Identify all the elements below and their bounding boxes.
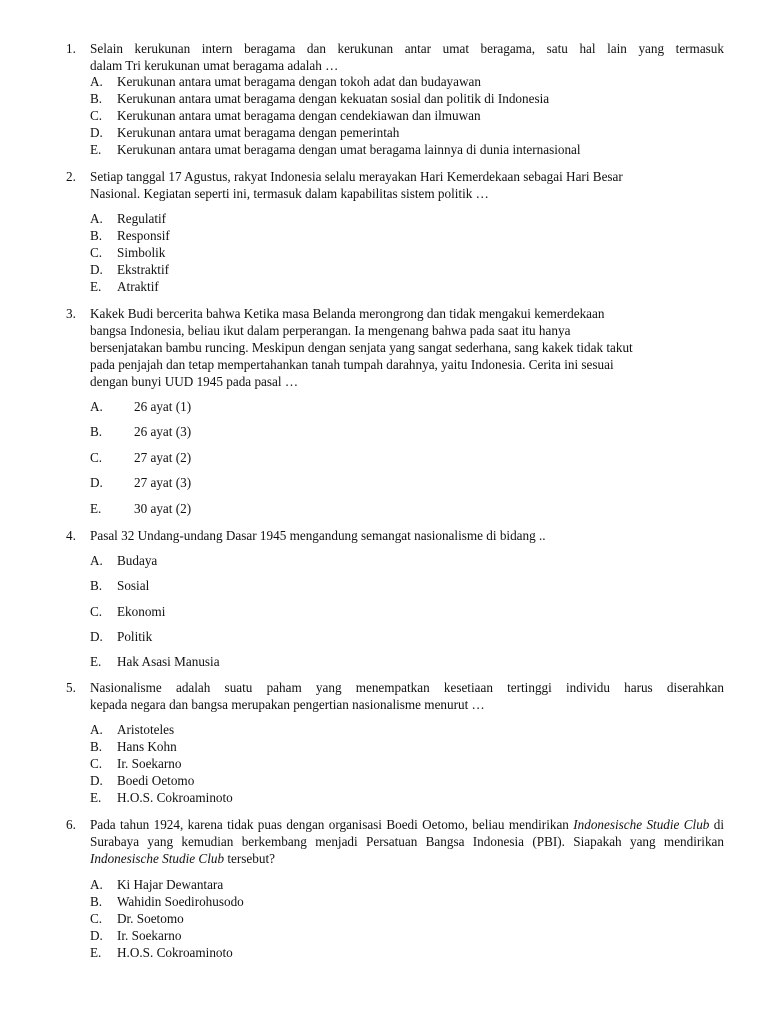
question-text (90, 168, 724, 202)
question-line: Nasional. Kegiatan seperti ini, termasuk dalam kapabilitas sistem politik … (90, 186, 489, 201)
question-line: bangsa Indonesia, beliau ikut dalam perperangan. Ia mengenang bahwa pada saat itu hanya (90, 323, 571, 338)
question-number: 5. (66, 680, 76, 695)
question-6 (66, 816, 724, 867)
question-number: 3. (66, 306, 76, 321)
question-4 (66, 527, 724, 544)
question-line: Pasal 32 Undang-undang Dasar 1945 mengandung semangat nasionalisme di bidang .. (90, 528, 546, 543)
question-line: dengan bunyi UUD 1945 pada pasal … (90, 374, 299, 389)
question-line: pada penjajah dan tetap mempertahankan tanah tumpah darahnya, yaitu Indonesia. Cerita ini sesuai (90, 357, 614, 372)
question-text (90, 527, 724, 544)
question-line: Nasionalisme adalah suatu paham yang menempatkan kesetiaan tertinggi individu harus diserahkan (90, 680, 724, 695)
question-text (90, 305, 724, 390)
question-text (90, 40, 724, 74)
question-text (90, 679, 724, 713)
question-number: 6. (66, 817, 76, 832)
question-2 (66, 168, 724, 202)
question-line: bersenjatakan bambu runcing. Meskipun dengan senjata yang sangat sederhana, sang kakek tidak takut (90, 340, 633, 355)
question-line: Kakek Budi bercerita bahwa Ketika masa Belanda merongrong dan tidak mengakui kemerdekaan (90, 306, 605, 321)
club-name: Indonesische Studie Club (573, 817, 710, 832)
question-line: Selain kerukunan intern beragama dan kerukunan antar umat beragama, satu hal lain yang termasuk (90, 41, 724, 56)
club-name: Indonesische Studie Club (90, 851, 225, 866)
question-number: 4. (66, 528, 76, 543)
question-number: 1. (66, 41, 76, 56)
quiz-page: 1. Selain kerukunan intern beragama dan kerukunan antar umat beragama, satu hal lain yang termasuk dalam Tri kerukunan umat beragama adalah … A. Kerukunan antara umat beragama dengan tokoh adat dan budayawan B. Kerukunan antara umat beragama dengan kekuatan sosial dan politik di Indonesia C. Kerukunan antara umat beragama dengan cendekiawan dan ilmuwan D. Kerukunan antara umat beragama dengan pemerintah E. Kerukunan antara umat beragama dengan umat beragama lainnya di dunia internasional 2. Setiap tanggal 17 Agustus, rakyat Indonesia selalu merayakan Hari Kemerdekaan sebagai Hari Besar Nasional. Kegiatan seperti ini, termasuk dalam kapabilitas sistem politik … A. Regulatif B. Responsif C. Simbolik D. Ekstraktif E. Atraktif 3. Kakek Budi bercerita bahwa Ketika masa Belanda merongrong dan tidak mengakui kemerdekaan bangsa Indonesia, beliau ikut dalam perperangan. Ia mengenang bahwa pada saat itu hanya bersenjatakan bambu runcing. Meskipun dengan senjata yang sangat sederhana, sang kakek tidak takut pada penjajah dan tetap mempertahankan tanah tumpah darahnya, yaitu Indonesia. Cerita ini sesuai dengan bunyi UUD 1945 pada pasal … A. 26 ayat (1) B. 26 ayat (3) C. 27 ayat (2) D. 27 ayat (3) E. 30 ayat (2) 4. Pasal 32 Undang-undang Dasar 1945 mengandung semangat nasionalisme di bidang .. A. Budaya B. Sosial C. Ekonomi D. Politik E. Hak Asasi Manusia 5. Nasionalisme adalah suatu paham yang menempatkan kesetiaan tertinggi individu harus diserahkan kepada negara dan bangsa merupakan pengertian nasionalisme menurut … A. Aristoteles B. Hans Kohn C. Ir. Soekarno D. Boedi Oetomo E. H.O.S. Cokroaminoto 6. Pada tahun 1924, karena tidak puas dengan organisasi Boedi Oetomo, beliau mendirikan Indonesische Studie Club di Surabaya yang kemudian berkembang menjadi Persatuan Bangsa Indonesia (PBI). Siapakah yang mendirikan Indonesische Studie Club tersebut? A. Ki Hajar Dewantara B. Wahidin Soedirohusodo C. Dr. Soetomo D. Ir. Soekarno E. H.O.S. Cokroaminoto (66, 41, 724, 960)
question-text: Pada tahun 1924, karena tidak puas dengan organisasi Boedi Oetomo, beliau mendirikan Indonesische Studie Club di Surabaya yang kemudian berkembang menjadi Persatuan Bangsa Indonesia (PBI). Siapakah yang mendirikan Indonesische Studie Club tersebut? (90, 817, 724, 866)
question-5 (66, 679, 724, 713)
question-line: Setiap tanggal 17 Agustus, rakyat Indonesia selalu merayakan Hari Kemerdekaan sebagai Hari Besar (90, 169, 623, 184)
question-line: kepada negara dan bangsa merupakan pengertian nasionalisme menurut … (90, 697, 485, 712)
question-1 (66, 40, 724, 74)
question-line: dalam Tri kerukunan umat beragama adalah … (90, 58, 339, 73)
question-3 (66, 305, 724, 390)
question-number: 2. (66, 169, 76, 184)
